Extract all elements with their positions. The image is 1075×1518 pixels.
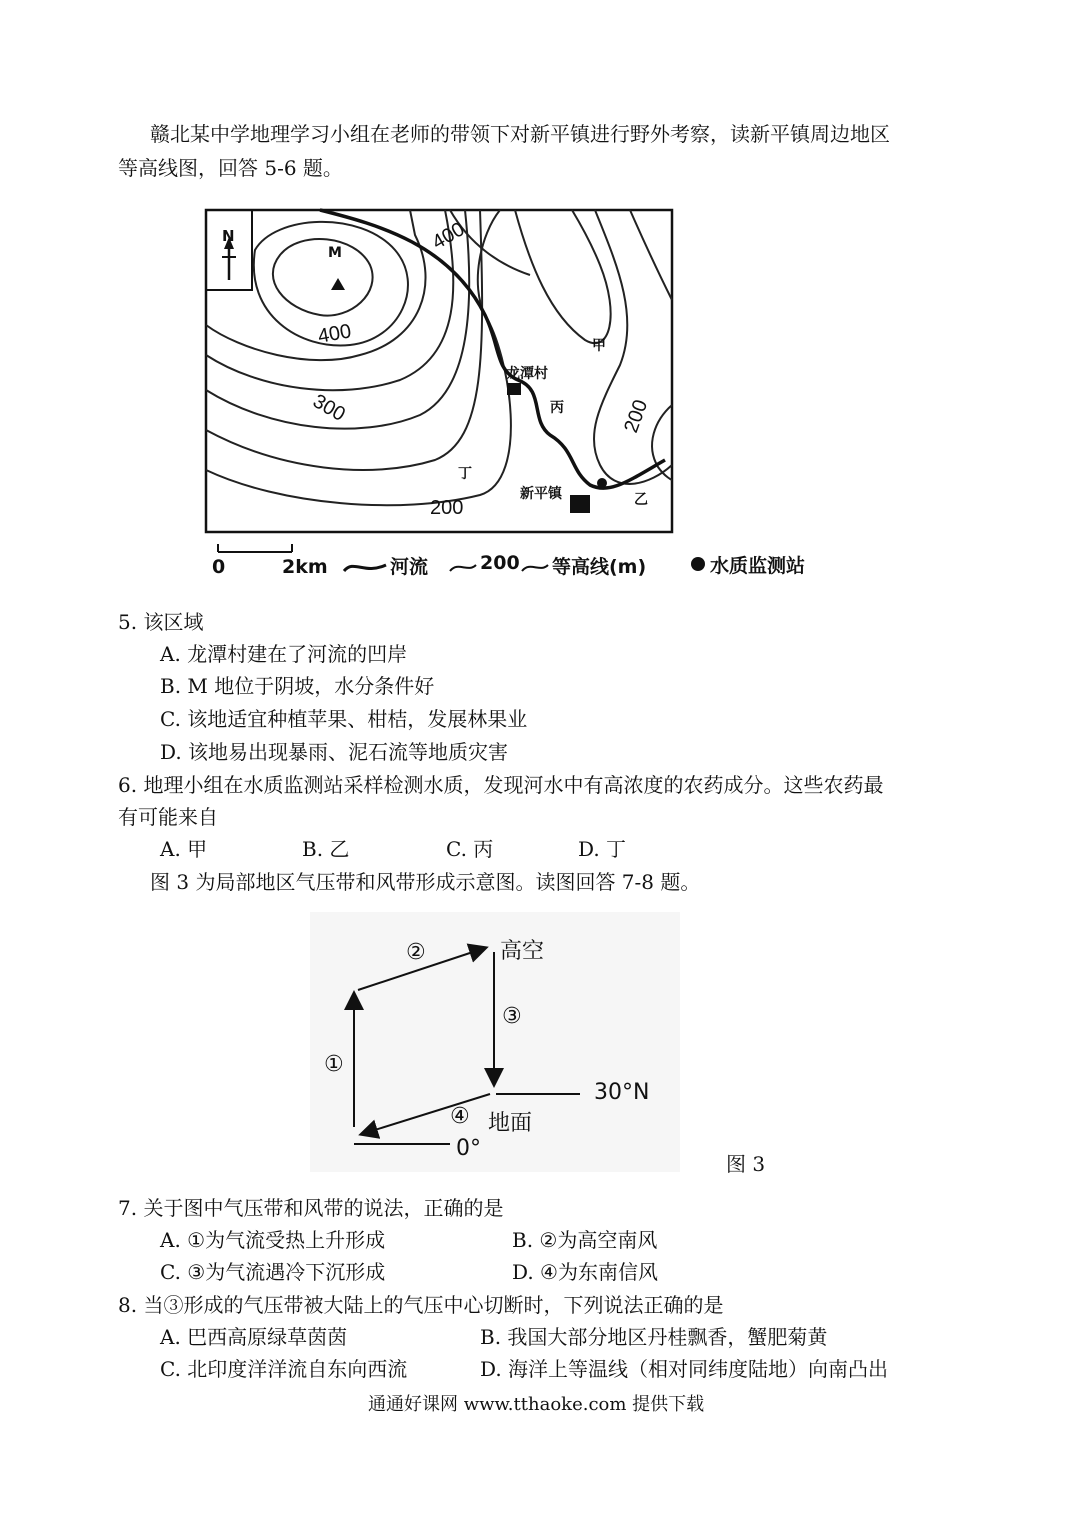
label-ground: 地面 [488,1111,533,1136]
q5-option-b: B. M 地位于阴坡，水分条件好 [160,674,435,698]
q5-stem: 5. 该区域 [118,610,204,634]
label-longtan: 龙潭村 [506,366,548,382]
legend-station: 水质监测站 [710,555,806,577]
scale-zero: 0 [212,556,226,578]
contour-label-300: 300 [308,390,349,426]
label-high-altitude: 高空 [500,939,545,964]
q7-option-b: B. ②为高空南风 [512,1228,658,1252]
contour-label-200-right: 200 [620,396,653,436]
label-1: ① [324,1052,344,1077]
intro-line-1: 赣北某中学地理学习小组在老师的带领下对新平镇进行野外考察，读新平镇周边地区 [150,122,890,146]
figure-3-caption: 图 3 [726,1152,766,1176]
contour-legend-icon [448,555,478,579]
q7-option-a: A. ①为气流受热上升形成 [160,1228,386,1252]
q6-option-a: A. 甲 [160,837,208,861]
q6-option-c: C. 丙 [446,837,494,861]
station-dot-icon [597,478,607,488]
q8-option-a: A. 巴西高原绿草茵茵 [160,1325,348,1349]
label-lat-30n: 30°N [594,1080,650,1105]
label-3: ③ [502,1004,522,1029]
q7-option-c: C. ③为气流遇冷下沉形成 [160,1260,386,1284]
station-legend-icon [690,556,706,572]
legend-contour-value: 200 [480,552,520,574]
peak-label-m: M [328,245,342,261]
q8-option-c: C. 北印度洋洋流自东向西流 [160,1357,408,1381]
q8-option-d: D. 海洋上等温线（相对同纬度陆地）向南凸出 [480,1357,889,1381]
q6-stem-line-1: 6. 地理小组在水质监测站采样检测水质，发现河水中有高浓度的农药成分。这些农药最 [118,773,884,797]
contour-legend-icon-2 [520,555,550,579]
q6-stem-line-2: 有可能来自 [118,805,218,829]
arrow-4 [362,1094,490,1134]
q6-option-d: D. 丁 [578,837,627,861]
contour-label-400-left: 400 [316,320,353,348]
longtan-village-icon [507,383,521,395]
legend-contour-text: 等高线(m) [552,556,647,578]
contour-label-200-bottom: 200 [430,497,464,519]
label-xinping: 新平镇 [520,486,562,502]
contour-label-400-top: 400 [428,218,469,254]
peak-triangle-icon [331,278,345,290]
river-line [320,210,665,488]
q8-option-b: B. 我国大部分地区丹桂飘香，蟹肥菊黄 [480,1325,828,1349]
q6-option-b: B. 乙 [302,837,350,861]
q8-stem: 8. 当③形成的气压带被大陆上的气压中心切断时，下列说法正确的是 [118,1293,724,1317]
q7-option-d: D. ④为东南信风 [512,1260,658,1284]
label-2: ② [406,940,426,965]
label-jia: 甲 [592,338,606,354]
q5-option-d: D. 该地易出现暴雨、泥石流等地质灾害 [160,740,509,764]
footer-source: 通通好课网 www.tthaoke.com 提供下载 [368,1394,705,1415]
north-label: N [222,227,235,245]
xinping-town-icon [570,495,590,513]
label-4: ④ [450,1104,470,1129]
pressure-belt-diagram [310,912,680,1172]
intro-line-2: 等高线图，回答 5-6 题。 [118,156,343,180]
label-lat-0: 0° [456,1136,481,1161]
intro-2: 图 3 为局部地区气压带和风带形成示意图。读图回答 7-8 题。 [150,870,701,894]
label-yi: 乙 [634,492,648,508]
label-bing: 丙 [550,400,564,416]
label-ding: 丁 [458,466,472,482]
q5-option-a: A. 龙潭村建在了河流的凹岸 [160,642,408,666]
contour-map [200,205,680,535]
q5-option-c: C. 该地适宜种植苹果、柑桔，发展林果业 [160,707,528,731]
q7-stem: 7. 关于图中气压带和风带的说法，正确的是 [118,1196,504,1220]
river-legend-icon [342,555,388,579]
legend-river: 河流 [390,556,429,578]
scale-km: 2km [282,556,328,578]
